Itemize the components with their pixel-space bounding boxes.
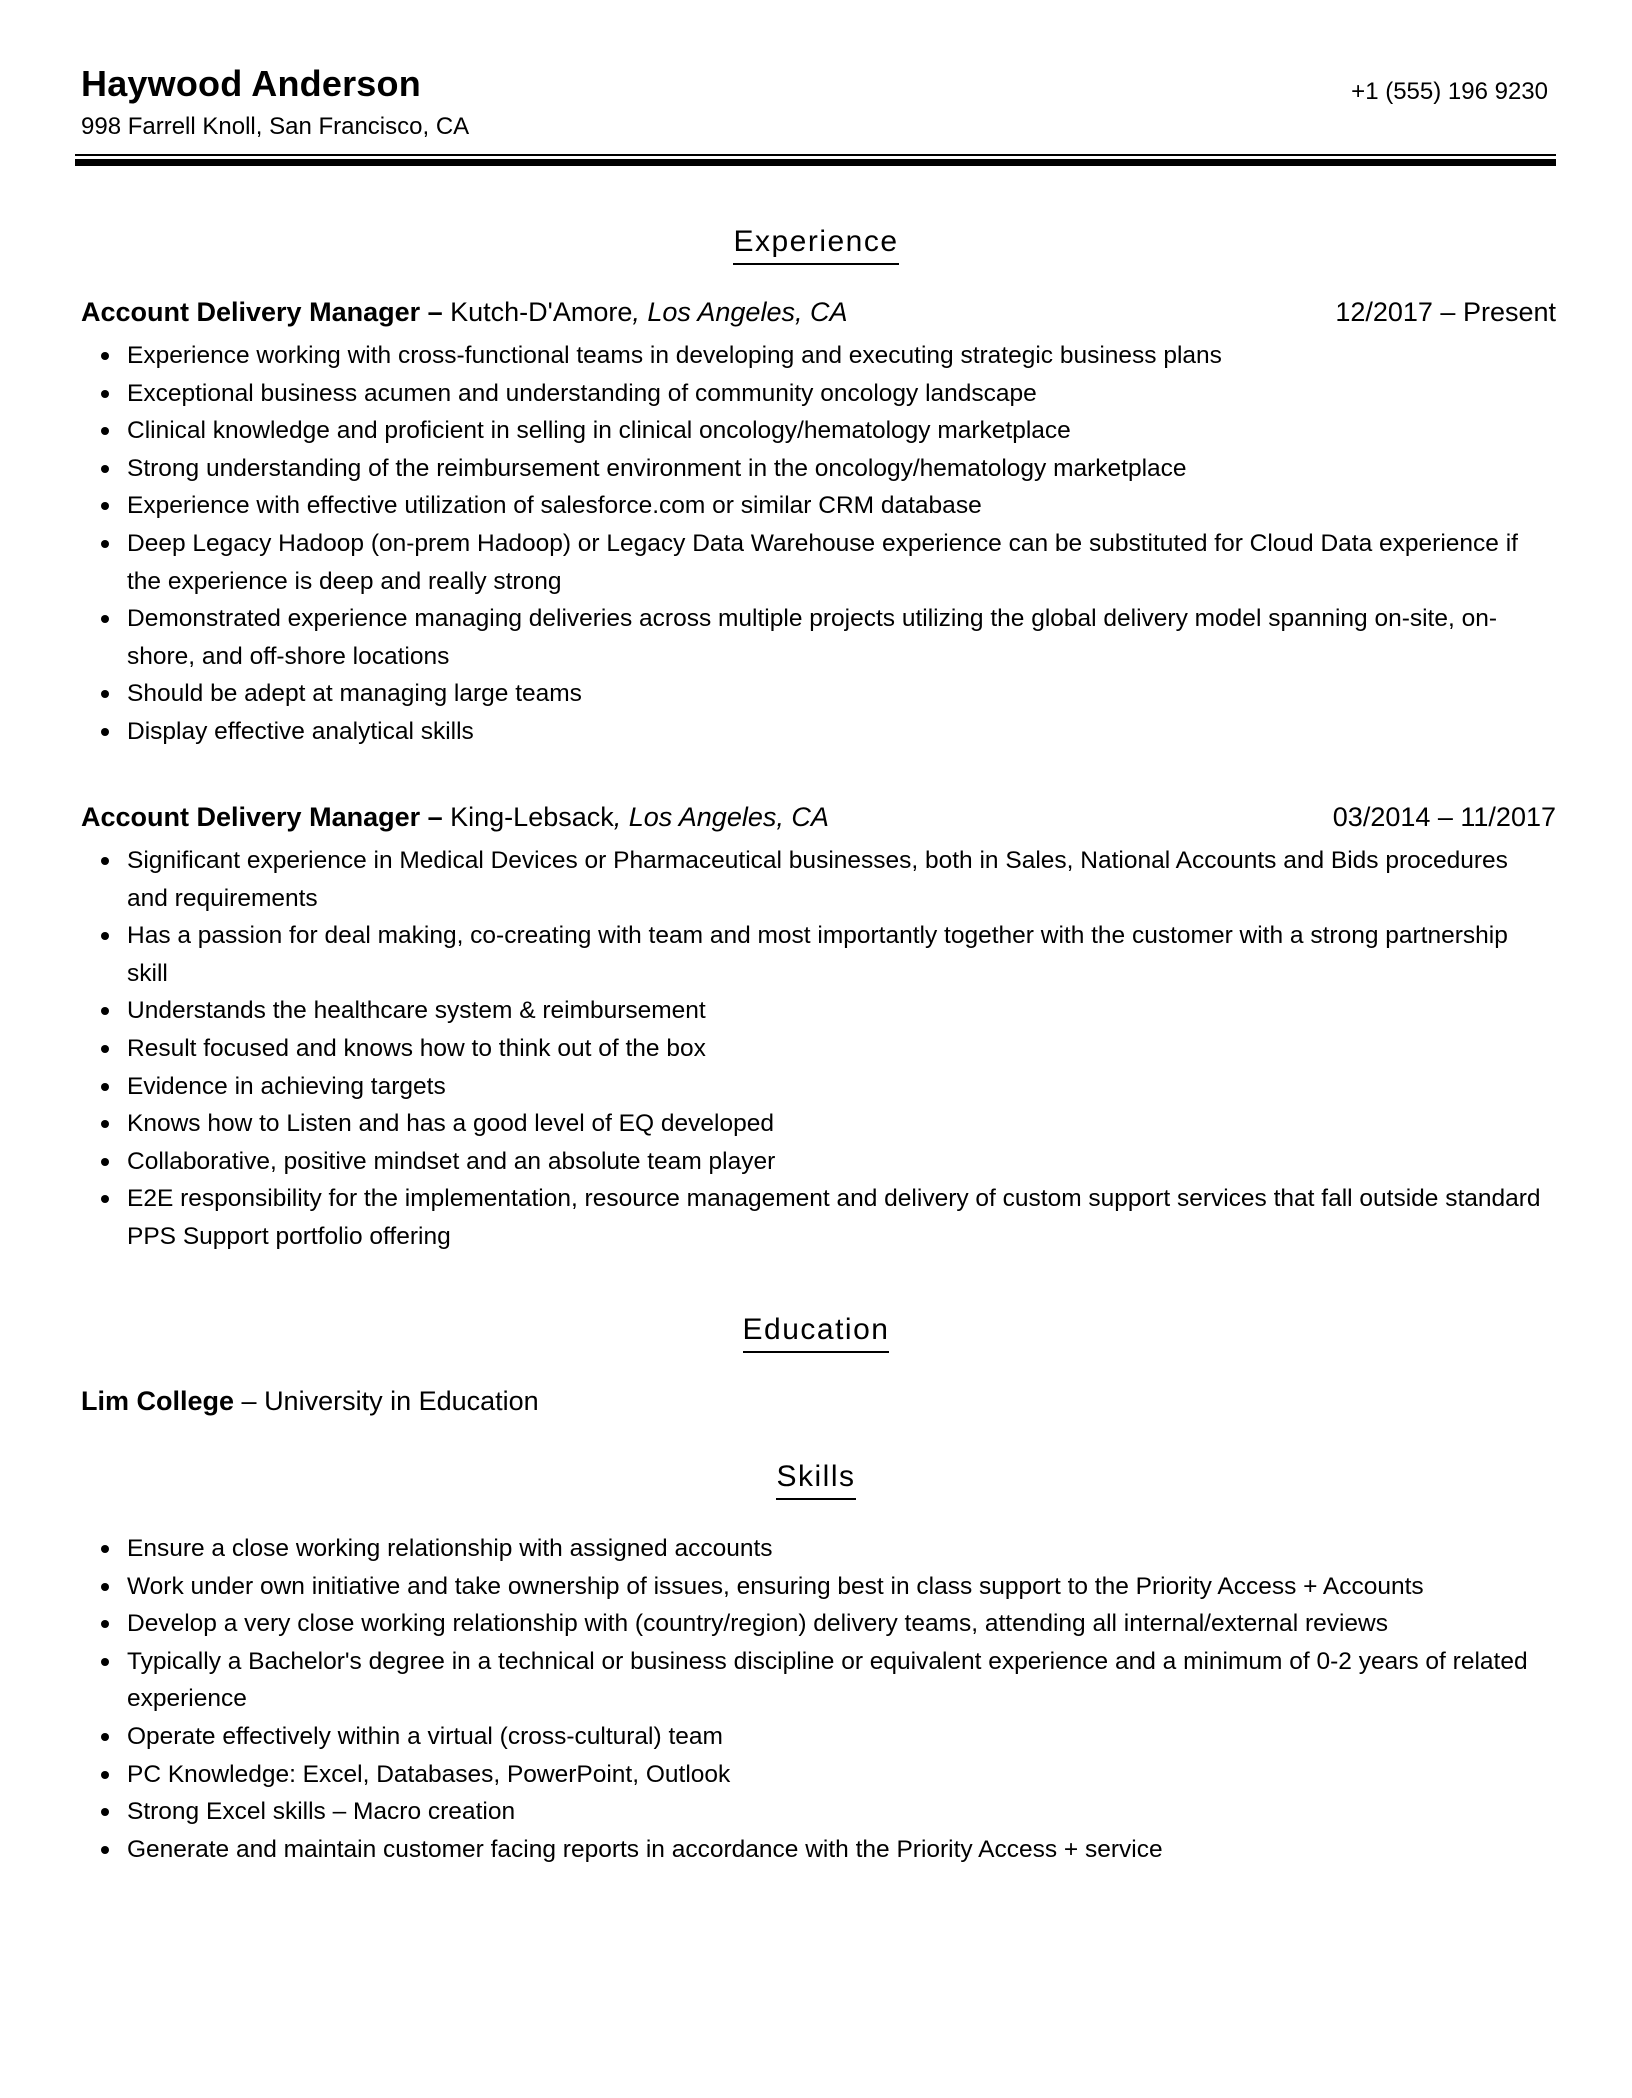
list-item: Collaborative, positive mindset and an absolute team player — [81, 1143, 1556, 1181]
list-item: Significant experience in Medical Devices or Pharmaceutical businesses, both in Sales, National Accounts and Bids procedures and requirements — [81, 842, 1556, 917]
list-item: Strong understanding of the reimbursement environment in the oncology/hematology marketplace — [81, 450, 1556, 488]
list-item: Operate effectively within a virtual (cross-cultural) team — [81, 1718, 1556, 1756]
job-title: Account Delivery Manager – — [81, 802, 443, 832]
section-heading-experience — [0, 224, 1632, 265]
list-item: PC Knowledge: Excel, Databases, PowerPoint, Outlook — [81, 1756, 1556, 1794]
list-item: E2E responsibility for the implementation, resource management and delivery of custom support services that fall outside standard PPS Support portfolio offering — [81, 1180, 1556, 1255]
list-item: Result focused and knows how to think out of the box — [81, 1030, 1556, 1068]
school-name: Lim College — [81, 1386, 235, 1416]
header-divider-thin — [75, 154, 1556, 156]
job-header — [81, 800, 1556, 834]
list-item: Should be adept at managing large teams — [81, 675, 1556, 713]
list-item: Deep Legacy Hadoop (on-prem Hadoop) or Legacy Data Warehouse experience can be substituted for Cloud Data experience if the experience is deep and really strong — [81, 525, 1556, 600]
job-company: King-Lebsack — [442, 802, 614, 832]
section-heading-label: Education — [743, 1312, 890, 1353]
list-item: Clinical knowledge and proficient in selling in clinical oncology/hematology marketplace — [81, 412, 1556, 450]
education-separator: – — [234, 1386, 265, 1416]
list-item: Typically a Bachelor's degree in a technical or business discipline or equivalent experience and a minimum of 0-2 years of related experience — [81, 1643, 1556, 1718]
candidate-phone: +1 (555) 196 9230 — [1351, 78, 1548, 105]
job-dates: 12/2017 – Present — [1335, 297, 1556, 327]
job-dates: 03/2014 – 11/2017 — [1332, 802, 1556, 832]
degree: University in Education — [264, 1386, 539, 1416]
education-entry — [81, 1384, 539, 1418]
section-heading-label: Skills — [776, 1459, 855, 1500]
job-title: Account Delivery Manager – — [81, 297, 443, 327]
list-item: Exceptional business acumen and understanding of community oncology landscape — [81, 375, 1556, 413]
job-location: , Los Angeles, CA — [613, 802, 829, 832]
section-heading-label: Experience — [733, 224, 898, 265]
list-item: Generate and maintain customer facing reports in accordance with the Priority Access + service — [81, 1831, 1556, 1869]
job-header — [81, 295, 1556, 329]
list-item: Knows how to Listen and has a good level of EQ developed — [81, 1105, 1556, 1143]
candidate-name: Haywood Anderson — [81, 63, 421, 104]
skills-list — [81, 1530, 1556, 1868]
list-item: Understands the healthcare system & reimbursement — [81, 992, 1556, 1030]
list-item: Has a passion for deal making, co-creating with team and most importantly together with the customer with a strong partnership skill — [81, 917, 1556, 992]
list-item: Strong Excel skills – Macro creation — [81, 1793, 1556, 1831]
list-item: Work under own initiative and take ownership of issues, ensuring best in class support to the Priority Access + Accounts — [81, 1568, 1556, 1606]
section-heading-education — [0, 1312, 1632, 1353]
list-item: Demonstrated experience managing deliveries across multiple projects utilizing the global delivery model spanning on-site, on-shore, and off-shore locations — [81, 600, 1556, 675]
list-item: Develop a very close working relationship with (country/region) delivery teams, attending all internal/external reviews — [81, 1605, 1556, 1643]
job-bullets — [81, 337, 1556, 751]
list-item: Evidence in achieving targets — [81, 1068, 1556, 1106]
job-company: Kutch-D'Amore — [442, 297, 633, 327]
list-item: Experience with effective utilization of salesforce.com or similar CRM database — [81, 487, 1556, 525]
job-location: , Los Angeles, CA — [632, 297, 848, 327]
header-divider-thick — [75, 159, 1556, 166]
list-item: Experience working with cross-functional teams in developing and executing strategic business plans — [81, 337, 1556, 375]
list-item: Ensure a close working relationship with assigned accounts — [81, 1530, 1556, 1568]
list-item: Display effective analytical skills — [81, 713, 1556, 751]
section-heading-skills — [0, 1459, 1632, 1500]
candidate-address: 998 Farrell Knoll, San Francisco, CA — [81, 113, 470, 140]
job-bullets — [81, 842, 1556, 1256]
